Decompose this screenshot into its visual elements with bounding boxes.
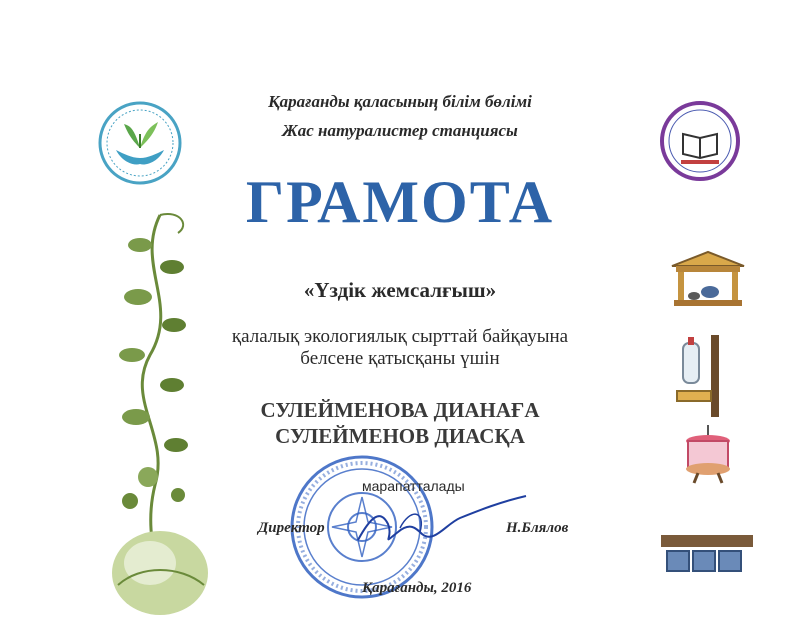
award-reason-line-2: белсене қатысқаны үшін bbox=[300, 348, 500, 369]
awarded-label: марапатталады bbox=[362, 478, 465, 494]
recipient-name-2: СУЛЕЙМЕНОВ ДИАСҚА bbox=[275, 424, 525, 448]
competition-name: «Үздік жемсалғыш» bbox=[303, 278, 497, 302]
award-reason-line-1: қалалық экологиялық сырттай байқауына bbox=[231, 326, 569, 347]
director-name: Н.Блялов bbox=[506, 520, 569, 536]
log-feeder-illustration bbox=[657, 525, 757, 577]
issuing-department: Қарағанды қаласының білім бөлімі bbox=[268, 92, 532, 111]
director-role: Директор bbox=[258, 520, 325, 536]
recipient-name-1: СУЛЕЙМЕНОВА ДИАНАҒА bbox=[260, 398, 540, 422]
handwritten-signature bbox=[350, 488, 530, 558]
certificate-title: ГРАМОТА bbox=[245, 169, 555, 235]
place-and-date: Қарағанды, 2016 bbox=[362, 580, 472, 596]
issuing-station: Жас натуралистер станциясы bbox=[282, 121, 518, 140]
